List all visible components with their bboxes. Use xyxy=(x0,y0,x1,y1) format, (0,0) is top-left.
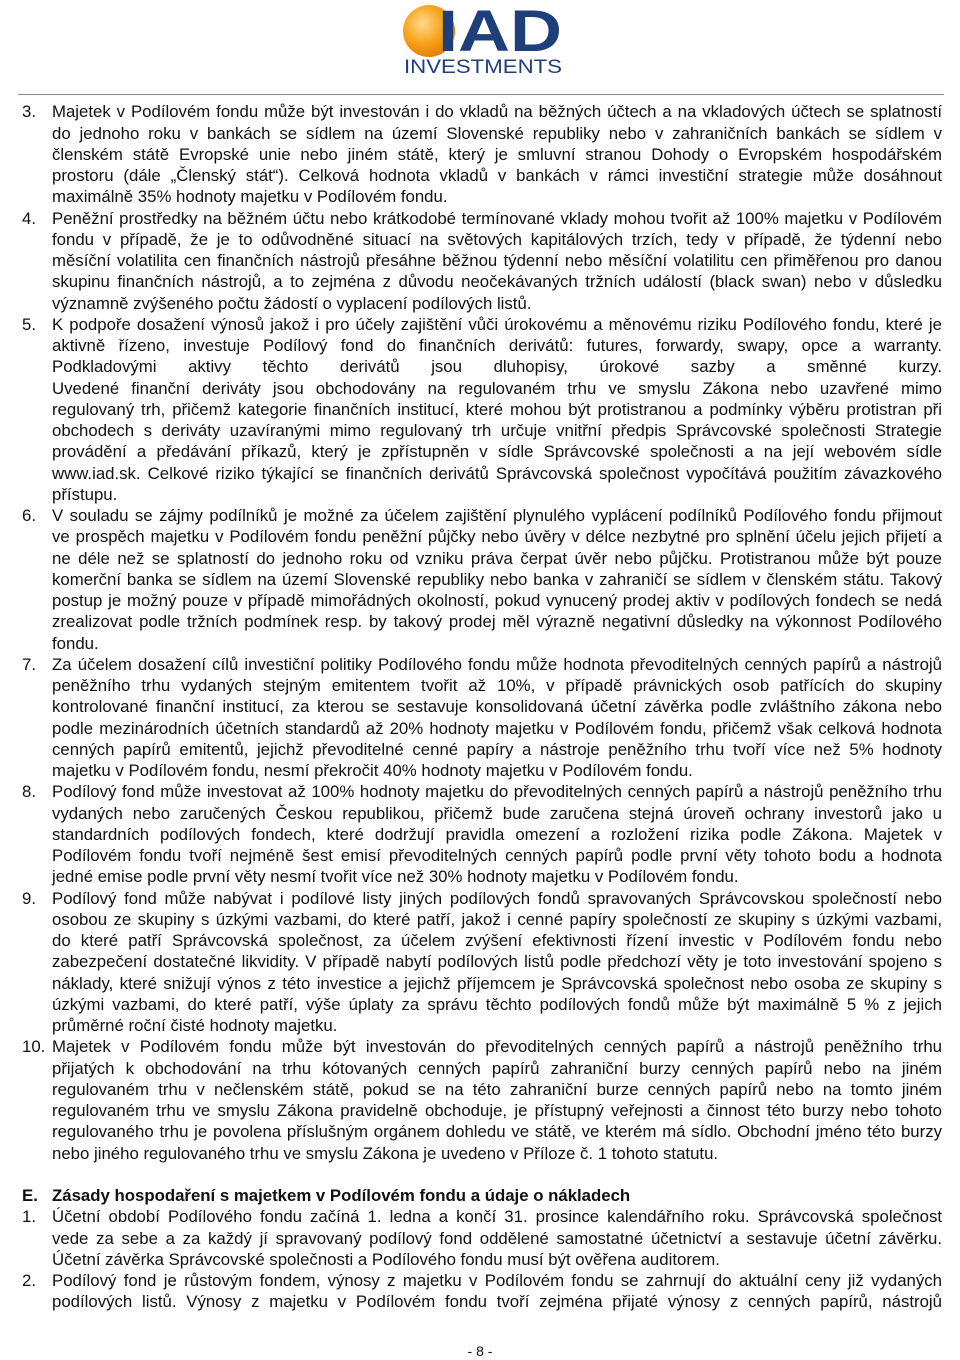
text-line: regulovaného trhu je povolena příslušným orgánem dohledu ve státě, ve kterém má sídlo. Obchodní jméno této burzy xyxy=(52,1122,942,1142)
header-divider xyxy=(18,94,944,95)
item-text xyxy=(52,654,942,782)
section-heading xyxy=(0,1185,960,1206)
section-numbered-list xyxy=(0,1206,960,1312)
text-line: prostoru (dále „Členský stát“). Celková hodnota vkladů v bankách v rámci investiční strategie může dosáhnout xyxy=(52,166,942,186)
item-text xyxy=(52,314,942,505)
list-item xyxy=(0,781,960,887)
item-text xyxy=(52,101,942,207)
text-line: ne déle než se splatností do jednoho roku od vzniku práva čerpat úvěr nebo půjčku. Protistranou může být pouze xyxy=(52,548,942,568)
text-line: osobou ze skupiny s úzkými vazbami, do které patří, jakož i cenné papíry společností ze skupiny s úzkými vazbami, xyxy=(52,909,942,929)
list-item xyxy=(0,208,960,314)
item-text xyxy=(52,1270,942,1313)
text-line: maximálně 35% hodnoty majetku v Podílovém fondu. xyxy=(52,187,448,207)
text-line: Majetek v Podílovém fondu může být investován i do vkladů na běžných účtech a na vkladových účtech se splatností xyxy=(52,102,942,122)
text-line: podle mezinárodních účetních standardů až 20% hodnoty majetku v Podílovém fondu, přičemž však celková hodnota xyxy=(52,718,942,738)
text-line: jedné emise podle první věty nesmí tvořit více než 30% hodnoty majetku v Podílovém fondu. xyxy=(52,867,739,887)
text-line: standardních podílových fondech, které dodržují pravidla omezení a rozložení rizika podle Zákona. Majetek v xyxy=(52,824,942,844)
text-line: peněžního trhu vydaných stejným emitentem tvořit až 10%, v případě právnických osob patřících do skupiny xyxy=(52,676,942,696)
item-number: 8. xyxy=(22,782,36,802)
logo-wordmark: IAD xyxy=(438,0,562,64)
text-line: podílových listů. Výnosy z majetku v Podílovém fondu tvoří zejména přijaté výnosy z cenných papírů, nástrojů xyxy=(52,1292,942,1312)
item-number: 5. xyxy=(22,314,36,334)
list-item xyxy=(0,1036,960,1164)
text-line: Podílový fond může investovat až 100% hodnoty majetku do převoditelných cenných papírů a nástrojů peněžního trhu xyxy=(52,782,942,802)
text-line: zabezpečení dostatečné likvidity. V případě nabytí podílových listů podle předchozí věty je toto investování spojeno s xyxy=(52,952,942,972)
text-line: aktivně řízeno, investuje Podílový fond do finančních derivátů: futures, forwardy, swapy, opce a warranty. xyxy=(52,336,942,356)
text-line: do jednoho roku v bankách se sídlem na území Slovenské republiky nebo v zahraničních bankách se sídlem v xyxy=(52,123,942,143)
list-item xyxy=(0,101,960,207)
text-line: nebo jiného regulovaného trhu ve smyslu Zákona je uvedeno v Příloze č. 1 tohoto statutu. xyxy=(52,1143,719,1163)
item-text xyxy=(52,888,942,1037)
text-line: do které patří Správcovská společnost, za účelem zvýšení efektivnosti řízení investic v Podílovém fondu nebo xyxy=(52,931,942,951)
logo-tagline: INVESTMENTS xyxy=(404,57,562,78)
text-line: přístupu. xyxy=(52,484,118,504)
text-line: vede za sebe a za každý jí spravovaný podílový fond oddělené samostatné účetnictví a sestavuje účetní závěrku. xyxy=(52,1228,942,1248)
item-number: 2. xyxy=(22,1271,36,1291)
text-line: regulovaný trh, přičemž kategorie finančních institucí, které mohou být protistranou a podmínky výběru protistran při xyxy=(52,399,942,419)
item-number: 7. xyxy=(22,654,36,674)
text-line: fondu. xyxy=(52,633,99,653)
list-item xyxy=(0,314,960,505)
item-number: 9. xyxy=(22,888,36,908)
list-item xyxy=(0,1206,960,1270)
text-line: zrealizovat podle tržních podmínek resp. by takový prodej měl výrazně negativní důsledky na výkonnost Podílového xyxy=(52,612,942,632)
text-line: V souladu se zájmy podílníků je možné za účelem zajištění plynulého vyplácení podílníků Podílového fondu přijmout xyxy=(52,506,942,526)
text-line: Majetek v Podílovém fondu může být investován do převoditelných cenných papírů a nástrojů peněžního trhu xyxy=(52,1037,942,1057)
text-line: komerční banka se sídlem na území Slovenské republiky nebo banka v zahraničí se sídlem v členském státu. Takový xyxy=(52,569,942,589)
text-line: www.iad.sk. Celkové riziko týkající se finančních derivátů Správcovská společnost vypočítává použitím závazkového xyxy=(52,463,942,483)
text-line: obchodech s deriváty uzavíranými mimo regulovaný trh určuje vnitřní předpis Správcovské společnosti Strategie xyxy=(52,421,942,441)
item-text xyxy=(52,208,942,314)
list-item xyxy=(0,505,960,654)
company-logo xyxy=(398,0,570,80)
text-line: Účetní závěrka Správcovské společnosti a Podílového fondu musí být ověřena auditorem. xyxy=(52,1249,720,1269)
text-line: Uvedené finanční deriváty jsou obchodovány na regulovaném trhu ve smyslu Zákona nebo uzavřené mimo xyxy=(52,378,942,398)
text-line: průměrné roční čisté hodnoty majetku. xyxy=(52,1016,338,1036)
text-line: měsíční volatilita cen finančních nástrojů přesáhne běžnou týdenní nebo měsíční volatilitu cen přiměřenou pro danou xyxy=(52,251,942,271)
text-line: úzkými vazbami, do které patří, výše úplaty za správu těchto podílových fondů může být maximálně 5 % z jejich xyxy=(52,994,942,1014)
text-line: K podpoře dosažení výnosů jakož i pro účely zajištění vůči úrokovému a měnovému riziku Podílového fondu, které je xyxy=(52,314,942,334)
text-line: Podílovém fondu tvoří nejméně šest emisí převoditelných cenných papírů podle první věty tohoto bodu a hodnota xyxy=(52,846,942,866)
text-line: provádění a předávání příkazů, který je zpřístupněn v sídle Správcovské společnosti a na její webovém sídle xyxy=(52,442,942,462)
numbered-list xyxy=(0,101,960,1164)
text-line: ve prospěch majetku v Podílovém fondu peněžní půjčky nebo úvěry v délce nezbytné pro splnění účelu jejich přijetí a xyxy=(52,527,942,547)
item-number: 3. xyxy=(22,102,36,122)
text-line: kontrolované finanční institucí, za kterou se sestavuje konsolidovaná účetní závěrka podle zvláštního zákona nebo xyxy=(52,697,942,717)
list-item xyxy=(0,888,960,1037)
text-line: Podílový fond může nabývat i podílové listy jiných podílových fondů spravovaných Správcovskou společností nebo xyxy=(52,888,942,908)
item-text xyxy=(52,505,942,654)
text-line: majetku v Podílovém fondu, nesmí překročit 40% hodnoty majetku v Podílovém fondu. xyxy=(52,761,693,781)
item-number: 10. xyxy=(22,1037,46,1057)
text-line: Podílový fond je růstovým fondem, výnosy z majetku v Podílovém fondu se zahrnují do aktuální ceny již vydaných xyxy=(52,1271,942,1291)
section-title: Zásady hospodaření s majetkem v Podílovém fondu a údaje o nákladech xyxy=(52,1186,631,1206)
text-line: skupinu finančních nástrojů, a to zejména z důvodu neočekávaných tržních událostí (black swan) nebo v důsledku xyxy=(52,272,942,292)
item-text xyxy=(52,1036,942,1164)
text-line: postup je možný pouze v případě mimořádných okolností, pokud vynucený prodej aktiv v podílových fondech se nedá xyxy=(52,591,942,611)
page-number: - 8 - xyxy=(467,1343,493,1359)
section-letter: E. xyxy=(22,1186,38,1206)
text-line: Účetní období Podílového fondu začíná 1. ledna a končí 31. prosince kalendářního roku. Správcovská společnost xyxy=(52,1207,942,1227)
item-number: 1. xyxy=(22,1207,36,1227)
text-line: fondu v případě, že je to odůvodněné situací na světových kapitálových trzích, tedy v případě, že týdenní nebo xyxy=(52,229,942,249)
text-line: Podkladovými aktivy těchto derivátů jsou dluhopisy, úrokové sazby a směnné kurzy. xyxy=(52,357,942,377)
item-number: 4. xyxy=(22,208,36,228)
text-line: vydaných nebo zaručených Českou republikou, přičemž bude zaručena stejná úroveň ochrany investorů jako u xyxy=(52,803,942,823)
text-line: náklady, které snižují výnos z této investice a jejichž příjemcem je Správcovská společnost nebo osoba ze skupiny s xyxy=(52,973,942,993)
item-number: 6. xyxy=(22,506,36,526)
text-line: Peněžní prostředky na běžném účtu nebo krátkodobé termínované vklady mohou tvořit až 100% majetku v Podílovém xyxy=(52,208,942,228)
list-item xyxy=(0,1270,960,1313)
text-line: významně zvýšeného počtu žádostí o vyplacení podílových listů. xyxy=(52,293,532,313)
text-line: cenných papírů emitentů, jejichž převoditelné cenné papíry a nástroje peněžního trhu tvoří více než 5% hodnoty xyxy=(52,739,942,759)
text-line: regulovaném trhu v nečlenském státě, pokud se na této zahraniční burze cenných papírů nebo na tomto jiném xyxy=(52,1079,942,1099)
list-item xyxy=(0,654,960,782)
document-body xyxy=(0,101,960,1312)
text-line: Za účelem dosažení cílů investiční politiky Podílového fondu může hodnota převoditelných cenných papírů a nástrojů xyxy=(52,654,942,674)
text-line: regulovaném trhu ve smyslu Zákona pravidelně obchoduje, je přístupný veřejnosti a činnost této burzy nebo tohoto xyxy=(52,1101,942,1121)
item-text xyxy=(52,1206,942,1270)
text-line: přijatých k obchodování na trhu kótovaných cenných papírů zahraniční burzy cenných papírů nebo na jiném xyxy=(52,1058,942,1078)
item-text xyxy=(52,781,942,887)
text-line: členském státě Evropské unie nebo jiném státě, který je smluvní stranou Dohody o Evropském hospodářském xyxy=(52,144,942,164)
